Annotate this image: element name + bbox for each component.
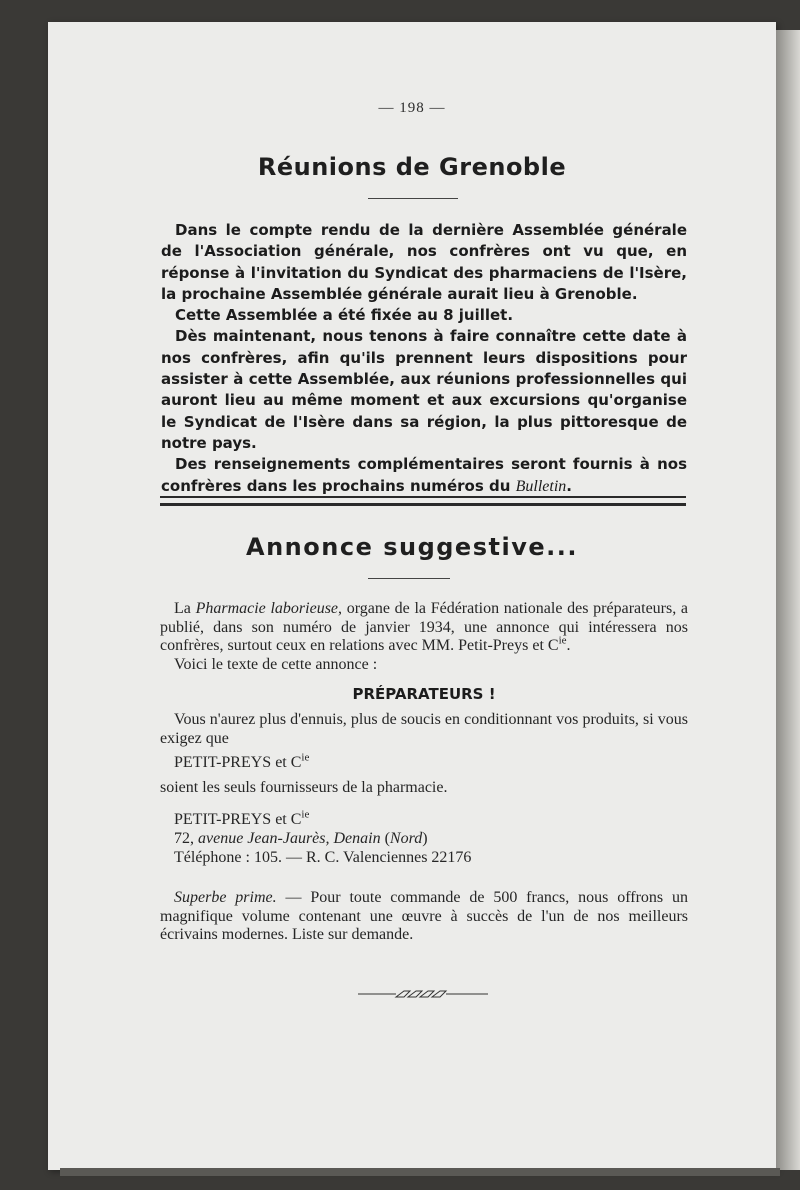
prime-text: — Pour toute commande de 500 francs, nous offrons un magnifique volume contenant une œuvre à succès de l'un de nos meilleurs écrivains modernes. Liste sur demande. bbox=[160, 889, 688, 944]
section-body-reunions bbox=[161, 220, 687, 497]
address-region: Nord bbox=[389, 829, 423, 847]
paragraph: Cette Assemblée a été fixée au 8 juillet. bbox=[175, 306, 514, 325]
section-divider-bottom bbox=[160, 503, 686, 506]
paragraph: Dans le compte rendu de la dernière Assemblée générale de l'Association générale, nos confrères ont vu que, en réponse à l'invitation du Syndicat des pharmaciens de l'Isère, la prochaine Assemblée générale aurait lieu à Grenoble. bbox=[161, 221, 687, 303]
italic-journal: Pharmacie laborieuse bbox=[195, 600, 339, 617]
paragraph-text: Des renseignements complémentaires seront fournis à nos confrères dans les prochains numéros du bbox=[161, 455, 687, 495]
phone-line: Téléphone : 105. — R. C. Valenciennes 22176 bbox=[174, 848, 472, 866]
superscript: ie bbox=[558, 634, 567, 647]
paragraph bbox=[161, 454, 687, 497]
intro-start: La bbox=[174, 600, 191, 617]
title-underline bbox=[368, 198, 458, 199]
address-line bbox=[160, 830, 688, 849]
document-page bbox=[48, 22, 776, 1170]
section-title-annonce: Annonce suggestive... bbox=[246, 533, 578, 561]
end-ornament-icon bbox=[358, 988, 488, 1000]
italic-bulletin: Bulletin bbox=[515, 477, 567, 495]
intro-paragraph-2: Voici le texte de cette annonce : bbox=[174, 655, 378, 673]
section-body-annonce bbox=[160, 600, 688, 945]
prime-label: Superbe prime. bbox=[174, 889, 277, 907]
superscript: ie bbox=[301, 751, 310, 764]
ad-heading: PRÉPARATEURS ! bbox=[352, 685, 496, 704]
intro-middle: , organe de la Fédération nationale des préparateurs, a publié, dans son numéro de janvier 1934, une annonce qui intéressera nos confrères, surtout ceux en relations avec MM. Petit-Preys et C bbox=[160, 600, 689, 655]
address-street: avenue Jean-Jaurès, Denain bbox=[198, 829, 381, 847]
page-number: — 198 — bbox=[378, 100, 446, 116]
paren: ( bbox=[384, 829, 390, 847]
book-edge bbox=[776, 30, 800, 1170]
company-text: PETIT-PREYS et C bbox=[174, 754, 302, 772]
ad-line: Vous n'aurez plus d'ennuis, plus de soucis en conditionnant vos produits, si vous exigez que bbox=[160, 710, 688, 747]
ad-line: soient les seuls fournisseurs de la pharmacie. bbox=[160, 778, 448, 796]
intro-paragraph bbox=[160, 600, 688, 656]
paren: ) bbox=[422, 829, 428, 847]
company-text: PETIT-PREYS et C bbox=[174, 811, 302, 829]
section-title-reunions: Réunions de Grenoble bbox=[257, 153, 567, 181]
company-name bbox=[160, 751, 688, 773]
paragraph: Dès maintenant, nous tenons à faire connaître cette date à nos confrères, afin qu'ils prennent leurs dispositions pour assister à cette Assemblée, aux réunions professionnelles qui auront lieu au même moment et aux excursions qu'organise le Syndicat de l'Isère dans sa région, la plus pittoresque de notre pays. bbox=[161, 327, 687, 452]
paragraph-end: . bbox=[566, 476, 572, 495]
intro-end: . bbox=[566, 637, 571, 655]
page-shadow bbox=[60, 1168, 780, 1176]
superscript: ie bbox=[301, 809, 310, 822]
prime-paragraph bbox=[160, 889, 688, 945]
address-company bbox=[160, 811, 688, 830]
section-divider-top bbox=[160, 496, 686, 498]
address-number: 72, bbox=[174, 829, 194, 847]
title-underline bbox=[368, 578, 450, 579]
